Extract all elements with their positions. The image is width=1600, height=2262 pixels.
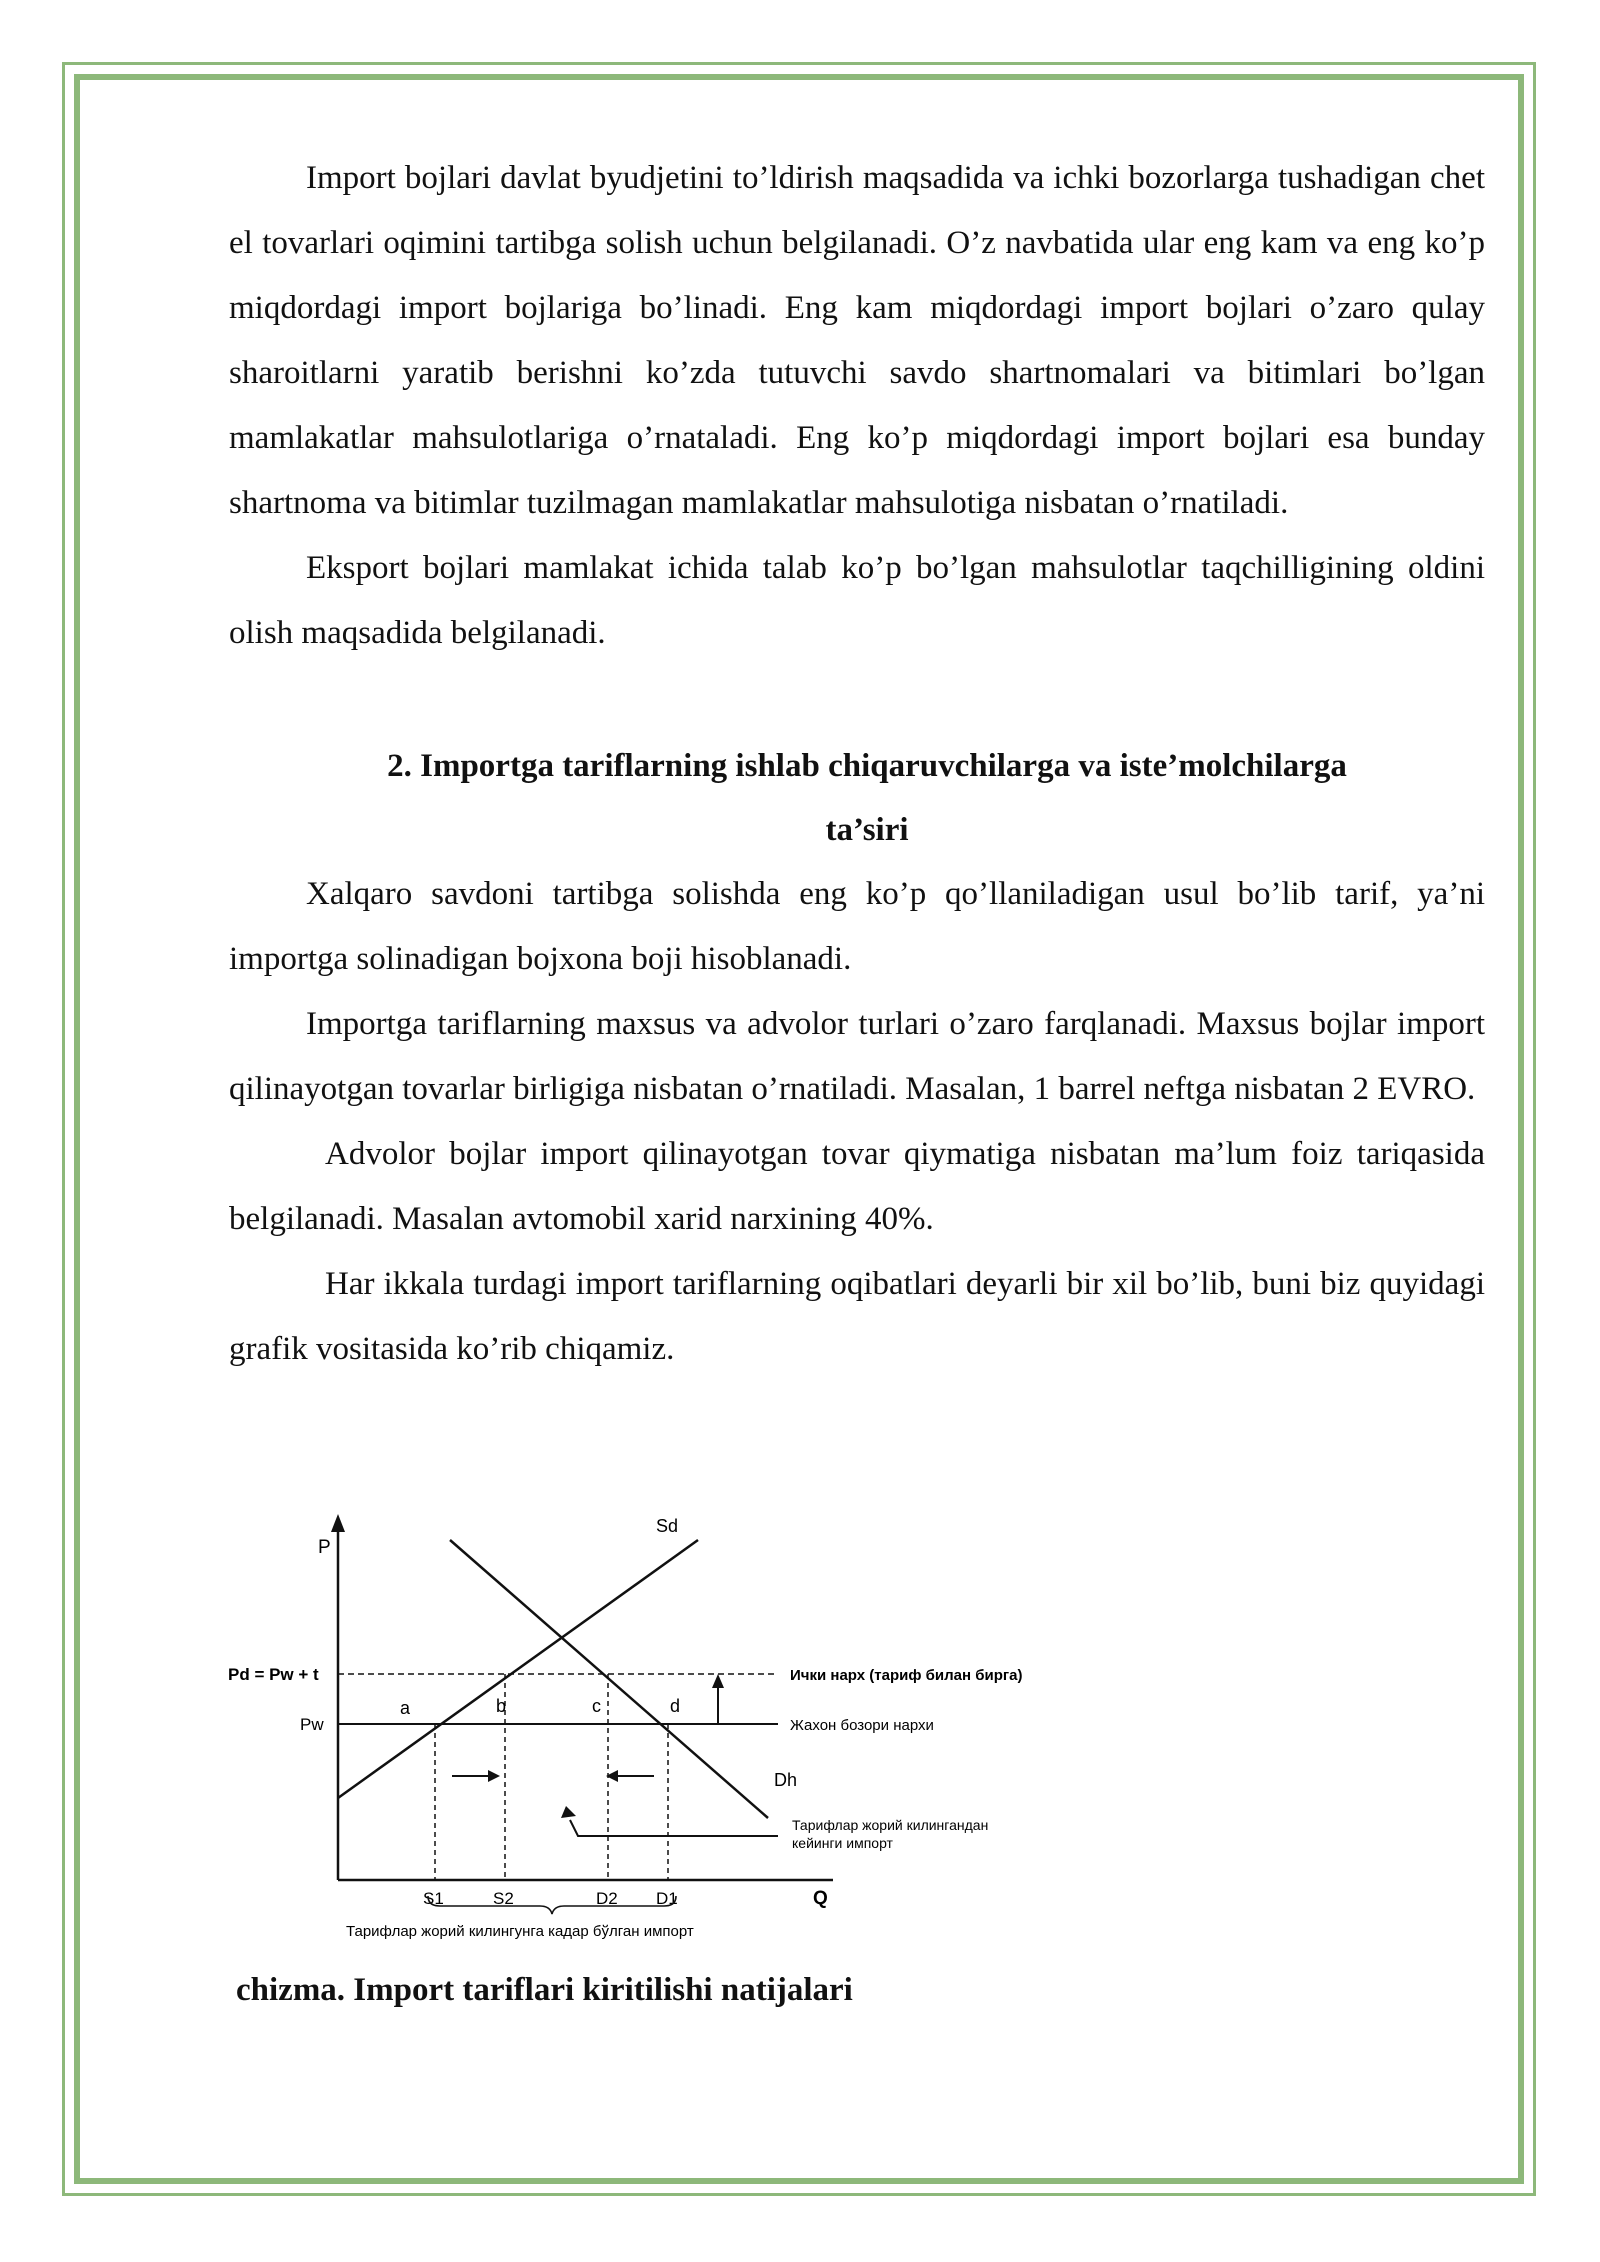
axis-label-p: P — [318, 1537, 331, 1558]
price-axis-arrow — [331, 1514, 345, 1532]
paragraph-advolor: Advolor bojlar import qilinayotgan tovar qiymatiga nisbatan ma’lum foiz tariqasida belgilanadi. Masalan avtomobil xarid narxining 40%. — [229, 1136, 1485, 1237]
label-dh: Dh — [774, 1770, 798, 1790]
tick-d2: D2 — [596, 1889, 618, 1908]
note-domestic-price: Ички нарх (тариф билан бирга) — [790, 1667, 1023, 1684]
label-pd: Pd = Pw + t — [228, 1665, 319, 1684]
tick-s1: S1 — [423, 1889, 444, 1908]
import-brace — [428, 1896, 676, 1914]
figure-caption: chizma. Import tariflari kiritilishi natijalari — [236, 1972, 853, 2008]
demand-shift-arrowhead — [606, 1770, 618, 1782]
label-sd: Sd — [656, 1516, 679, 1536]
paragraph-export-duties: Eksport bojlari mamlakat ichida talab ko’p bo’lgan mahsulotlar taqchilligining oldini olish maqsadida belgilanadi. — [229, 550, 1485, 651]
point-d: d — [670, 1696, 681, 1716]
note-after-tariff-1: Тарифлар жорий килингандан — [792, 1817, 989, 1833]
point-c: c — [592, 1696, 601, 1716]
tariff-diagram — [218, 1508, 1080, 1948]
note-world-price: Жахон бозори нархи — [790, 1717, 934, 1734]
paragraph-import-duties: Import bojlari davlat byudjetini to’ldirish maqsadida va ichki bozorlarga tushadigan chet el tovarlari oqimini tartibga solish uchun belgilanadi. O’z navbatida ular eng kam va eng ko’p miqdordagi import bojlariga bo’linadi. Eng kam miqdordagi import bojlari o’zaro qulay sharoitlarni yaratib berishni ko’zda tutuvchi savdo shartnomalari va bitimlari bo’lgan mamlakatlar mahsulotlariga o’rnataladi. Eng ko’p miqdordagi import bojlari esa bunday shartnoma va bitimlar tuzilmagan mamlakatlar mahsulotiga nisbatan o’rnatiladi. — [229, 160, 1485, 521]
note-after-tariff-2: кейинги импорт — [792, 1835, 893, 1851]
paragraph-tariff-definition: Xalqaro savdoni tartibga solishda eng ko’p qo’llaniladigan usul bo’lib tarif, ya’ni importga solinadigan bojxona boji hisoblanadi. — [229, 876, 1485, 977]
section-heading-line1: 2. Importga tariflarning ishlab chiqaruvchilarga va iste’molchilarga — [387, 748, 1347, 784]
supply-curve — [338, 1540, 698, 1798]
post-tariff-pointer — [570, 1820, 778, 1836]
label-pw: Pw — [300, 1715, 324, 1734]
supply-shift-arrowhead — [488, 1770, 500, 1782]
tariff-up-arrowhead — [712, 1674, 724, 1688]
tick-d1: D1 — [656, 1889, 678, 1908]
paragraph-tariff-types: Importga tariflarning maxsus va advolor turlari o’zaro farqlanadi. Maxsus bojlar import qilinayotgan tovarlar birligiga nisbatan o’rnatiladi. Masalan, 1 barrel neftga nisbatan 2 EVRO. — [229, 1006, 1485, 1107]
axis-label-q: Q — [813, 1888, 828, 1909]
point-a: a — [400, 1698, 411, 1718]
post-tariff-pointer-head — [561, 1806, 576, 1818]
tariff-figure — [218, 1508, 1080, 1948]
point-b: b — [496, 1696, 507, 1716]
paragraph-graph-intro: Har ikkala turdagi import tariflarning oqibatlari deyarli bir xil bo’lib, buni biz quyidagi grafik vositasida ko’rib chiqamiz. — [229, 1266, 1485, 1367]
section-heading-line2: ta’siri — [825, 812, 909, 848]
tick-s2: S2 — [493, 1889, 514, 1908]
page-content — [229, 146, 1485, 1382]
note-before-tariff: Тарифлар жорий килингунга кадар бўлган импорт — [346, 1923, 694, 1940]
